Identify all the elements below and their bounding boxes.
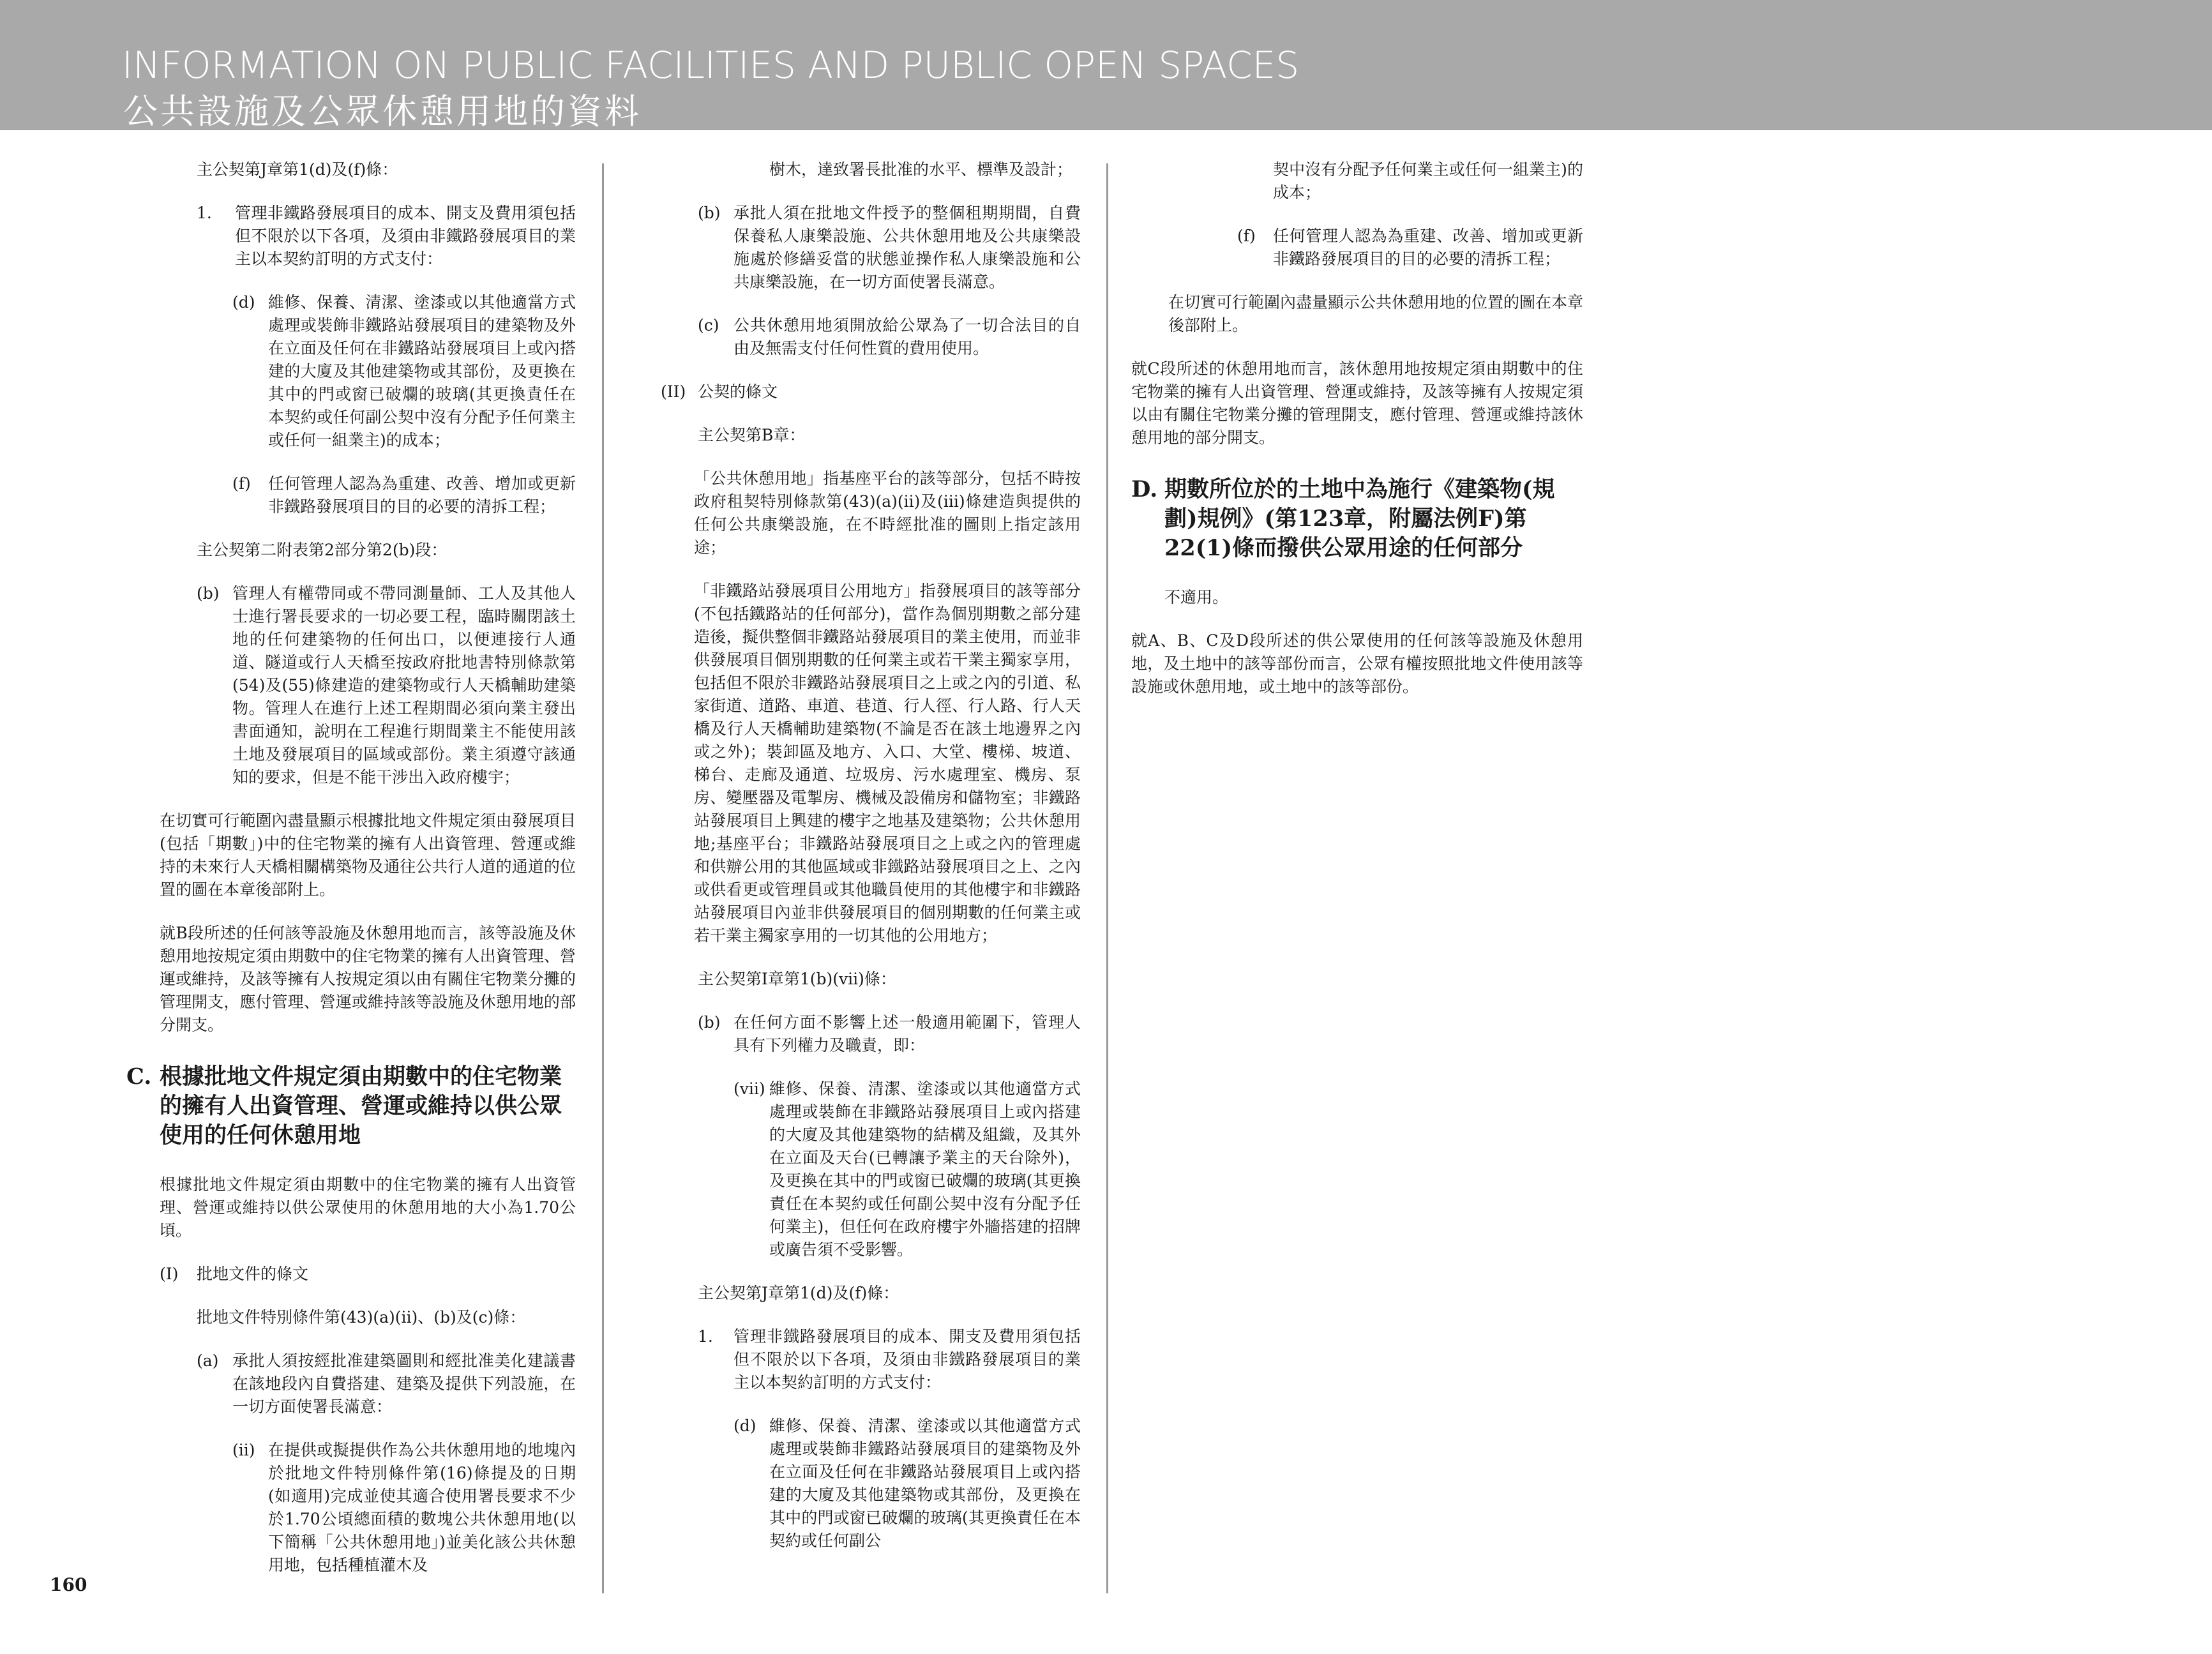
list-text: 維修、保養、清潔、塗漆或以其他適當方式處理或裝飾在非鐵路站發展項目上或內搭建的大廈及其他建築物的結構及組織，及其外在立面及天台(已轉讓予業主的天台除外)，及更換在其中的門或窗已破爛的玻璃(其更換責任在本契約或任何副公契中沒有分配予任何業主)，但任何在政府樓宇外牆搭建的招牌或廣告須不受影響。 [769, 1079, 1081, 1259]
list-item [661, 1415, 1081, 1553]
list-item-continuation [661, 158, 1081, 181]
column-divider [1106, 163, 1108, 1593]
list-text: 承批人須在批地文件授予的整個租期期間，自費保養私人康樂設施、公共休憩用地及公共康樂設施處於修繕妥當的狀態並操作私人康樂設施和公共康樂設施，在一切方面使署長滿意。 [734, 204, 1081, 291]
list-item [661, 314, 1081, 360]
paragraph: 主公契第J章第1(d)及(f)條： [197, 160, 398, 179]
paragraph: 主公契第二附表第2部分第2(b)段： [197, 541, 448, 559]
list-item [661, 1078, 1081, 1261]
paragraph: 就C段所述的休憩用地而言，該休憩用地按規定須由期數中的住宅物業的擁有人出資管理、營運或維持，及該等擁有人按規定須以由有關住宅物業分攤的管理開支，應付管理、營運或維持該休憩用地的部分開支。 [1131, 359, 1583, 447]
list-marker: (f) [232, 474, 251, 493]
list-item [160, 582, 576, 789]
column-1 [126, 158, 576, 1577]
paragraph: 批地文件特別條件第(43)(a)(ii)、(b)及(c)條： [197, 1308, 526, 1327]
list-text: 批地文件的條文 [197, 1265, 309, 1283]
paragraph: 主公契第I章第1(b)(vii)條： [698, 970, 896, 988]
list-item [160, 291, 576, 452]
paragraph: 根據批地文件規定須由期數中的住宅物業的擁有人出資管理、營運或維持以供公眾使用的休憩用地的大小為1.70公頃。 [160, 1175, 576, 1240]
page-number: 160 [50, 1574, 87, 1595]
list-text: 在提供或擬提供作為公共休憩用地的地塊內於批地文件特別條件第(16)條提及的日期(如適用)完成並使其適合使用署長要求不少於1.70公頃總面積的數塊公共休憩用地(以下簡稱「公共休憩用地」)並美化該公共休憩用地，包括種植灌木及 [268, 1441, 576, 1574]
list-marker: (c) [698, 316, 719, 335]
list-marker: (b) [197, 584, 220, 603]
list-text: 任何管理人認為為重建、改善、增加或更新非鐵路發展項目的目的必要的清拆工程； [268, 474, 576, 516]
list-item [160, 202, 576, 271]
list-marker: (a) [197, 1351, 219, 1370]
list-text: 維修、保養、清潔、塗漆或以其他適當方式處理或裝飾非鐵路站發展項目的建築物及外在立面及任何在非鐵路站發展項目上或內搭建的大廈及其他建築物或其部份，及更換在其中的門或窗已破爛的玻璃(其更換責任在本契約或任何副公契中沒有分配予任何業主或任何一組業主)的成本； [268, 293, 576, 449]
list-marker: (I) [160, 1265, 179, 1283]
list-item [160, 472, 576, 518]
list-marker: (d) [734, 1417, 756, 1435]
list-item [661, 380, 1081, 403]
list-text: 管理非鐵路發展項目的成本、開支及費用須包括但不限於以下各項，及須由非鐵路發展項目的業主以本契約訂明的方式支付： [734, 1327, 1081, 1392]
paragraph: 「公共休憩用地」指基座平台的該等部分，包括不時按政府租契特別條款第(43)(a)(ii)及(iii)條建造與提供的任何公共康樂設施，在不時經批准的圖則上指定該用途； [694, 469, 1081, 557]
paragraph: 主公契第J章第1(d)及(f)條： [698, 1284, 899, 1302]
paragraph: 主公契第B章： [698, 426, 806, 444]
list-marker: (f) [1237, 227, 1256, 245]
list-marker: (II) [661, 382, 686, 401]
section-title: 根據批地文件規定須由期數中的住宅物業的擁有人出資管理、營運或維持以供公眾使用的任何休憩用地 [160, 1064, 562, 1148]
list-item [160, 1439, 576, 1577]
column-3 [1131, 158, 1583, 719]
list-text: 承批人須按經批准建築圖則和經批准美化建議書在該地段內自費搭建、建築及提供下列設施，在一切方面使署長滿意： [232, 1351, 576, 1416]
list-item [661, 1011, 1081, 1057]
list-text: 任何管理人認為為重建、改善、增加或更新非鐵路發展項目的目的必要的清拆工程； [1273, 227, 1583, 268]
paragraph: 不適用。 [1164, 588, 1229, 606]
list-text: 公契的條文 [698, 382, 778, 401]
header-title-en: INFORMATION ON PUBLIC FACILITIES AND PUBLIC OPEN SPACES [122, 43, 1300, 87]
list-text: 管理人有權帶同或不帶同測量師、工人及其他人士進行署長要求的一切必要工程，臨時關閉該土地的任何建築物的任何出口，以便連接行人通道、隧道或行人天橋至按政府批地書特別條款第(54)及(55)條建造的建築物或行人天橋輔助建築物。管理人在進行上述工程期間必須向業主發出書面通知，說明在工程進行期間業主不能使用該土地及發展項目的區域或部份。業主須遵守該通知的要求，但是不能干涉出入政府樓宇； [232, 584, 576, 786]
list-marker: 1. [698, 1327, 713, 1346]
list-text: 維修、保養、清潔、塗漆或以其他適當方式處理或裝飾非鐵路站發展項目的建築物及外在立面及任何在非鐵路站發展項目上或內搭建的大廈及其他建築物或其部份，及更換在其中的門或窗已破爛的玻璃(其更換責任在本契約或任何副公 [769, 1417, 1081, 1550]
list-marker: 1. [197, 204, 212, 222]
paragraph: 就B段所述的任何該等設施及休憩用地而言，該等設施及休憩用地按規定須由期數中的住宅物業的擁有人出資管理、營運或維持，及該等擁有人按規定須以由有關住宅物業分攤的管理開支，應付管理、營運或維持該等設施及休憩用地的部分開支。 [160, 924, 576, 1034]
list-item [661, 1325, 1081, 1394]
list-marker: (vii) [734, 1079, 765, 1098]
list-item [1131, 225, 1583, 271]
section-heading-d [1131, 475, 1583, 563]
list-marker: (b) [698, 204, 721, 222]
page-header [0, 0, 2212, 130]
section-title: 期數所位於的土地中為施行《建築物(規劃)規例》(第123章，附屬法例F)第22(1)條而撥供公眾用途的任何部分 [1164, 476, 1555, 561]
column-2 [661, 158, 1081, 1553]
list-marker: (b) [698, 1013, 721, 1032]
list-text: 在任何方面不影響上述一般適用範圍下，管理人具有下列權力及職責，即： [734, 1013, 1081, 1055]
list-item [160, 1263, 576, 1286]
list-marker: (d) [232, 293, 255, 312]
paragraph: 就A、B、C及D段所述的供公眾使用的任何該等設施及休憩用地，及土地中的該等部份而言，公眾有權按照批地文件使用該等設施或休憩用地，或土地中的該等部份。 [1131, 631, 1583, 696]
list-text: 公共休憩用地須開放給公眾為了一切合法目的自由及無需支付任何性質的費用使用。 [734, 316, 1081, 357]
header-title-zh: 公共設施及公眾休憩用地的資料 [123, 91, 642, 132]
section-heading-c [126, 1062, 576, 1150]
paragraph: 在切實可行範圍內盡量顯示根據批地文件規定須由發展項目(包括「期數」)中的住宅物業的擁有人出資管理、營運或維持的未來行人天橋相關構築物及通往公共行人道的通道的位置的圖在本章後部附上。 [160, 811, 576, 899]
list-text: 契中沒有分配予任何業主或任何一組業主)的成本； [1273, 160, 1583, 202]
list-text: 樹木，達致署長批准的水平、標準及設計； [769, 160, 1073, 179]
list-item-continuation [1131, 158, 1583, 204]
section-letter: D. [1131, 476, 1158, 502]
paragraph: 「非鐵路站發展項目公用地方」指發展項目的該等部分(不包括鐵路站的任何部分)，當作為個別期數之部分建造後，擬供整個非鐵路站發展項目的業主使用，而並非供發展項目個別期數的任何業主或若干業主獨家享用，包括但不限於非鐵路站發展項目之上或之內的引道、私家街道、道路、車道、巷道、行人徑、行人路、行人天橋及行人天橋輔助建築物(不論是否在該土地邊界之內或之外)；裝卸區及地方、入口、大堂、樓梯、坡道、梯台、走廊及通道、垃圾房、污水處理室、機房、泵房、變壓器及電掣房、機械及設備房和儲物室；非鐵路站發展項目上興建的樓宇之地基及建築物；公共休憩用地;基座平台；非鐵路站發展項目之上或之內的管理處和供辦公用的其他區域或非鐵路站發展項目之上、之內或供看更或管理員或其他職員使用的其他樓宇和非鐵路站發展項目內並非供發展項目的個別期數的任何業主或若干業主獨家享用的一切其他的公用地方； [694, 582, 1081, 945]
list-item [661, 202, 1081, 294]
section-letter: C. [126, 1064, 152, 1090]
list-marker: (ii) [232, 1441, 255, 1459]
paragraph: 在切實可行範圍內盡量顯示公共休憩用地的位置的圖在本章後部附上。 [1168, 293, 1584, 335]
column-divider [602, 163, 604, 1593]
list-item [160, 1350, 576, 1418]
list-text: 管理非鐵路發展項目的成本、開支及費用須包括但不限於以下各項，及須由非鐵路發展項目的業主以本契約訂明的方式支付： [235, 204, 576, 268]
